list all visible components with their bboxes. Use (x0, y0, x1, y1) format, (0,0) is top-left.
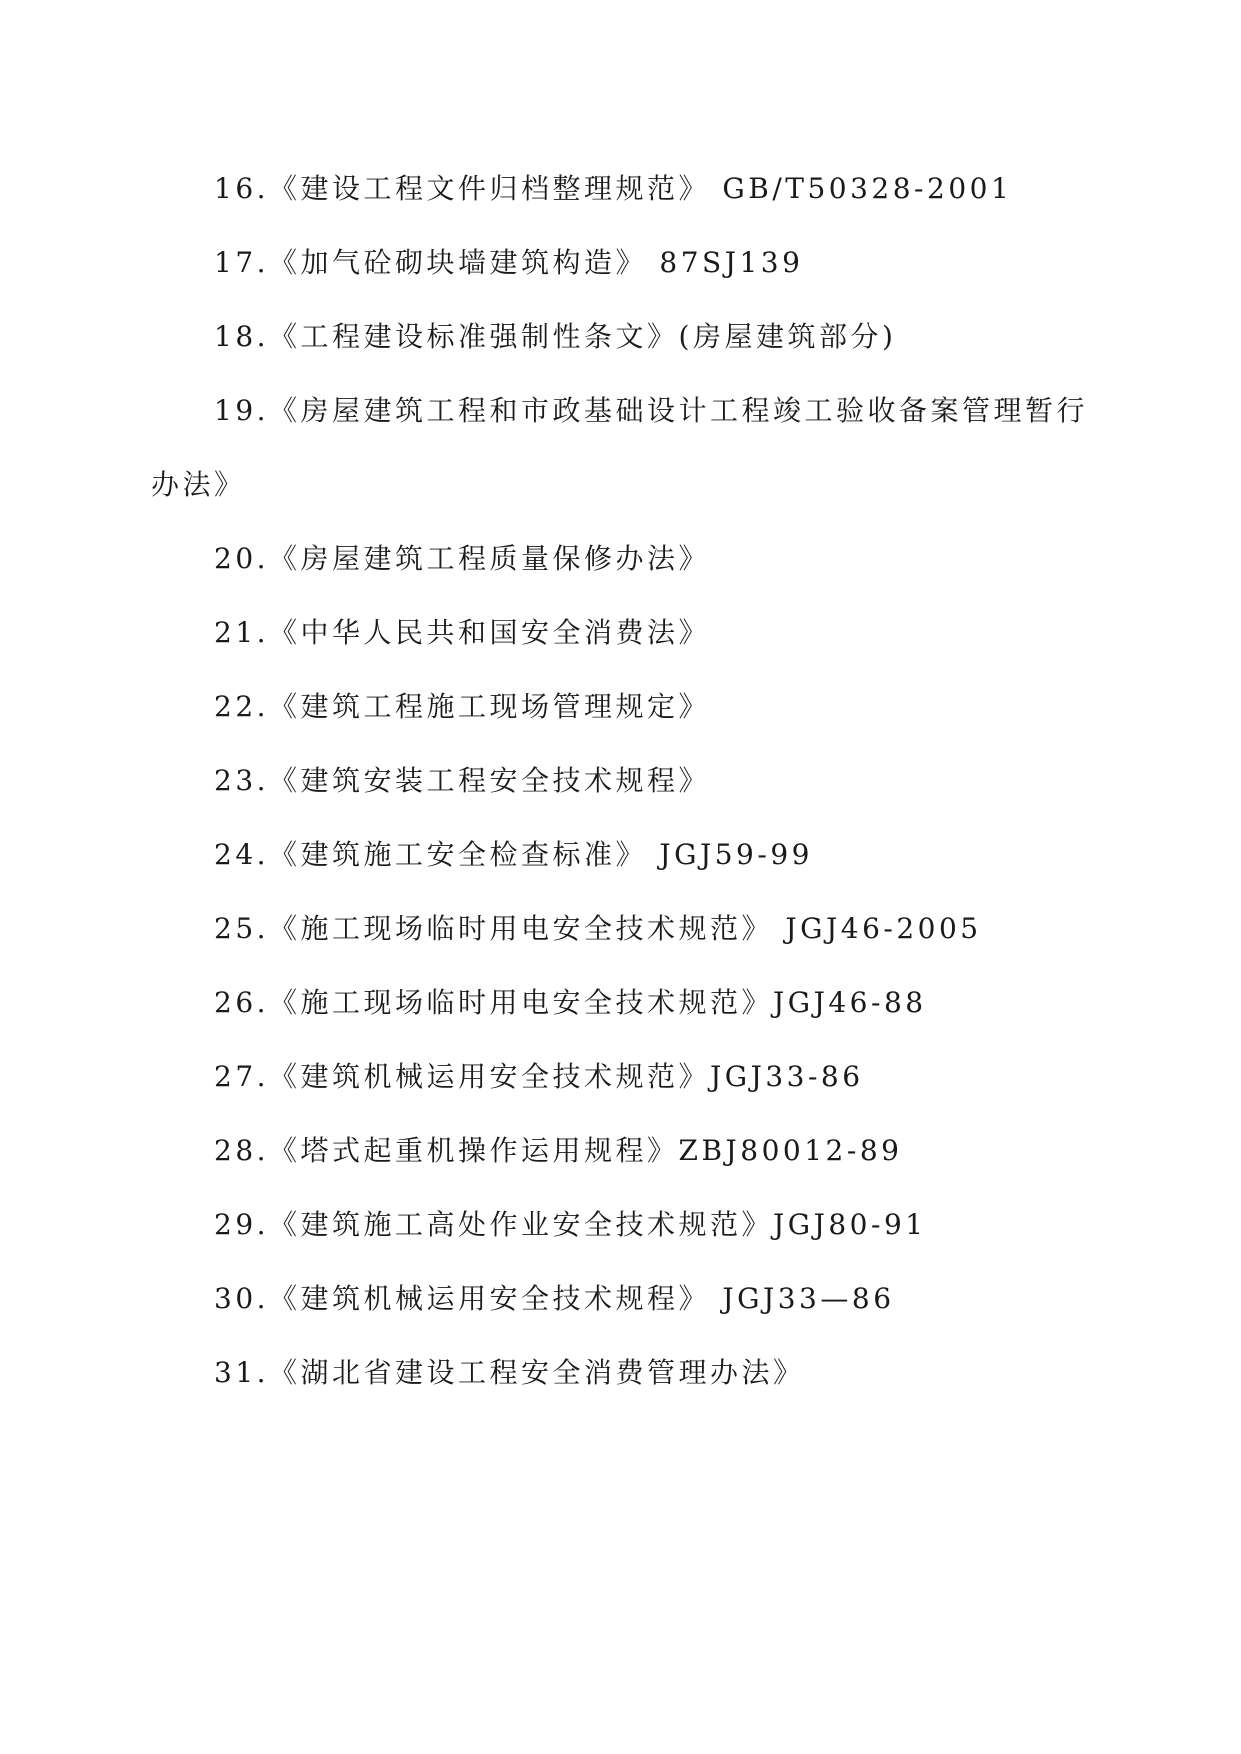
list-item: 30.《建筑机械运用安全技术规程》 JGJ33—86 (214, 1282, 895, 1315)
list-item: 16.《建设工程文件归档整理规范》 GB/T50328-2001 (214, 172, 1013, 205)
list-item: 24.《建筑施工安全检查标准》 JGJ59-99 (214, 838, 813, 871)
list-item: 22.《建筑工程施工现场管理规定》 (214, 690, 711, 723)
list-item: 29.《建筑施工高处作业安全技术规范》JGJ80-91 (214, 1208, 927, 1241)
list-item: 18.《工程建设标准强制性条文》(房屋建筑部分) (214, 320, 897, 353)
list-item: 21.《中华人民共和国安全消费法》 (214, 616, 711, 649)
list-item: 19.《房屋建筑工程和市政基础设计工程竣工验收备案管理暂行办法》 (151, 394, 1089, 501)
list-item: 17.《加气砼砌块墙建筑构造》 87SJ139 (214, 246, 804, 279)
list-item: 26.《施工现场临时用电安全技术规范》JGJ46-88 (214, 986, 927, 1019)
list-item: 27.《建筑机械运用安全技术规范》JGJ33-86 (214, 1060, 864, 1093)
list-item: 25.《施工现场临时用电安全技术规范》 JGJ46-2005 (214, 912, 982, 945)
list-item: 28.《塔式起重机操作运用规程》ZBJ80012-89 (214, 1134, 903, 1167)
list-item: 31.《湖北省建设工程安全消费管理办法》 (214, 1356, 805, 1389)
list-item: 23.《建筑安装工程安全技术规程》 (214, 764, 711, 797)
regulation-list (151, 152, 1096, 1410)
list-item: 20.《房屋建筑工程质量保修办法》 (214, 542, 711, 575)
